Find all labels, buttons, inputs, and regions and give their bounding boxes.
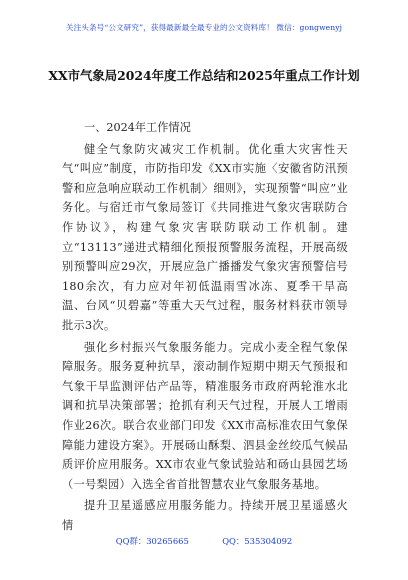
qq-contact-text: QQ：535304092 (222, 536, 293, 546)
paragraph-rural-revitalization: 强化乡村振兴气象服务能力。完成小麦全程气象保障服务。服务夏种抗旱，滚动制作短期中期天气预报和气象干旱监测评估产品等，精准服务市政府两轮淮水北调和抗旱决策部署；抢抓有利天气过程，开展人工增雨作业26次。联合农业部门印发《XX市高标准农田气象保障能力建设方案》。开展砀山酥梨、泗县金丝绞瓜气候品质评价应用服务。XX市农业气象试验站和砀山县园艺场（一号梨园）入选全省首批智慧农业气象服务基地。 (62, 340, 348, 491)
promo-banner: 关注头条号“公文研究”，获得最新最全最专业的公文资料库！ 微信：gongwenyj (65, 23, 343, 32)
document-title: XX市气象局2024年度工作总结和2025年重点工作计划 (48, 68, 360, 83)
section-heading: 一、2024年工作情况 (84, 121, 191, 134)
paragraph-satellite-remote-sensing: 提升卫星遥感应用服务能力。持续开展卫星遥感火情 (62, 499, 348, 532)
qq-group-text: QQ群：30265665 (115, 536, 189, 546)
document-body (62, 118, 348, 537)
contact-footer (0, 535, 408, 547)
paragraph-disaster-mechanism: 健全气象防灾减灾工作机制。优化重大灾害性天气“叫应”制度，市防指印发《XX市实施〈安徽省防汛预警和应急响应联动工作机制〉细则》，实现预警“叫应”业务化。与宿迁市气象局签订《共同推进气象灾害联防合作协议》，构建气象灾害联防联动工作机制。建立“13113”递进式精细化预报预警服务流程，开展高级别预警叫应29次，开展应急广播播发气象灾害预警信号180余次，有力应对年初低温雨雪冰冻、夏季干旱高温、台风“贝碧嘉”等重大天气过程，服务材料获市领导批示3次。 (62, 142, 348, 332)
